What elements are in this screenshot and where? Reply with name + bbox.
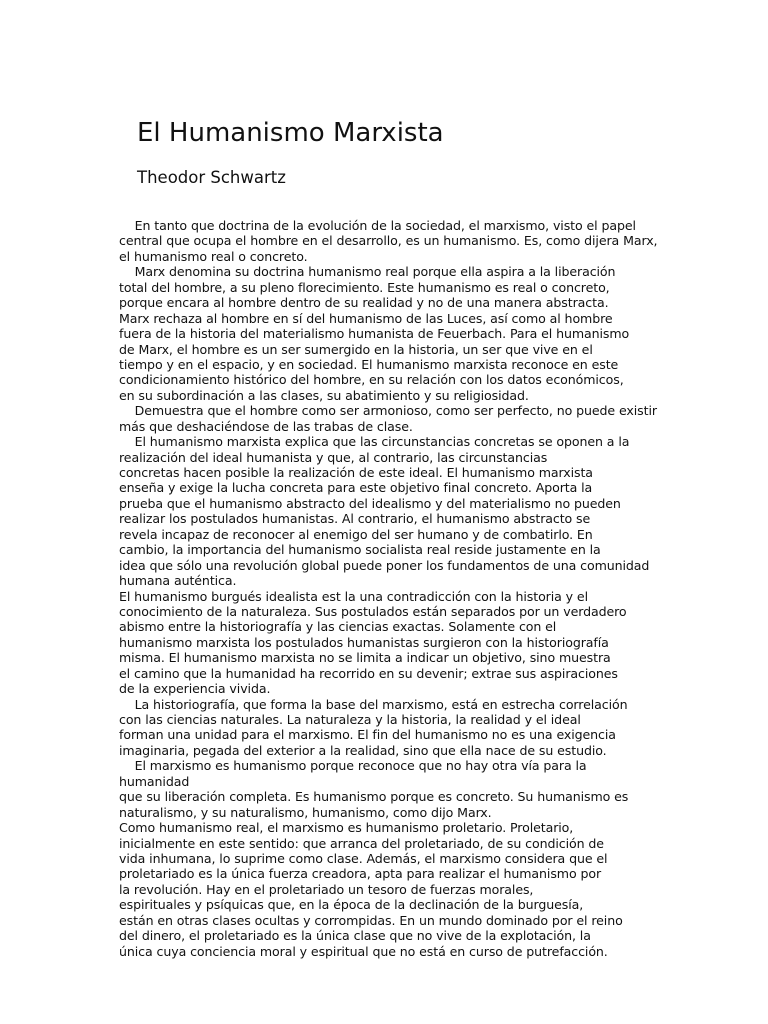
document-body <box>119 218 759 959</box>
text-line: la revolución. Hay en el proletariado un tesoro de fuerzas morales, <box>119 881 534 897</box>
text-line: única cuya conciencia moral y espiritual que no está en curso de putrefacción. <box>119 943 608 959</box>
text-line: Demuestra que el hombre como ser armonioso, como ser perfecto, no puede existir <box>119 403 657 419</box>
text-line: Como humanismo real, el marxismo es humanismo proletario. Proletario, <box>119 820 574 836</box>
text-line: de la experiencia vivida. <box>119 681 271 697</box>
text-line: misma. El humanismo marxista no se limita a indicar un objetivo, sino muestra <box>119 650 611 666</box>
text-line: realización del ideal humanista y que, al contrario, las circunstancias <box>119 449 548 465</box>
text-line: en su subordinación a las clases, su abatimiento y su religiosidad. <box>119 387 529 403</box>
text-line: que su liberación completa. Es humanismo porque es concreto. Su humanismo es <box>119 789 629 805</box>
text-line: conocimiento de la naturaleza. Sus postulados están separados por un verdadero <box>119 603 627 619</box>
text-line: condicionamiento histórico del hombre, en su relación con los datos económicos, <box>119 372 624 388</box>
text-line: fuera de la historia del materialismo humanista de Feuerbach. Para el humanismo <box>119 326 630 342</box>
text-line: central que ocupa el hombre en el desarrollo, es un humanismo. Es, como dijera Marx, <box>119 233 658 249</box>
text-line: realizar los postulados humanistas. Al contrario, el humanismo abstracto se <box>119 511 591 527</box>
text-line: cambio, la importancia del humanismo socialista real reside justamente en la <box>119 542 601 558</box>
text-line: espirituales y psíquicas que, en la época de la declinación de la burguesía, <box>119 897 584 913</box>
text-line: idea que sólo una revolución global puede poner los fundamentos de una comunidad <box>119 557 650 573</box>
text-line: humana auténtica. <box>119 573 237 589</box>
text-line: forman una unidad para el marxismo. El fin del humanismo no es una exigencia <box>119 727 616 743</box>
text-line: Marx denomina su doctrina humanismo real porque ella aspira a la liberación <box>119 264 616 280</box>
text-line: humanismo marxista los postulados humanistas surgieron con la historiografía <box>119 634 609 650</box>
text-line: El humanismo marxista explica que las circunstancias concretas se oponen a la <box>119 434 630 450</box>
text-line: más que deshaciéndose de las trabas de clase. <box>119 418 413 434</box>
text-line: La historiografía, que forma la base del marxismo, está en estrecha correlación <box>119 696 628 712</box>
text-line: proletariado es la única fuerza creadora, apta para realizar el humanismo por <box>119 866 602 882</box>
text-line: Marx rechaza al hombre en sí del humanismo de las Luces, así como al hombre <box>119 310 613 326</box>
text-line: total del hombre, a su pleno florecimiento. Este humanismo es real o concreto, <box>119 279 610 295</box>
text-line: del dinero, el proletariado es la única clase que no vive de la explotación, la <box>119 928 591 944</box>
text-line: porque encara al hombre dentro de su realidad y no de una manera abstracta. <box>119 295 609 311</box>
text-line: vida inhumana, lo suprime como clase. Además, el marxismo considera que el <box>119 850 608 866</box>
text-line: naturalismo, y su naturalismo, humanismo, como dijo Marx. <box>119 804 492 820</box>
text-line: el camino que la humanidad ha recorrido en su devenir; extrae sus aspiraciones <box>119 665 618 681</box>
text-line: concretas hacen posible la realización de este ideal. El humanismo marxista <box>119 465 593 480</box>
text-line: El humanismo burgués idealista est la una contradicción con la historia y el <box>119 588 588 604</box>
text-line: El marxismo es humanismo porque reconoce que no hay otra vía para la <box>119 758 587 774</box>
text-line: abismo entre la historiografía y las ciencias exactas. Solamente con el <box>119 619 557 635</box>
text-line: el humanismo real o concreto. <box>119 248 308 264</box>
text-line: En tanto que doctrina de la evolución de la sociedad, el marxismo, visto el papel <box>119 218 636 233</box>
text-line: tiempo y en el espacio, y en sociedad. El humanismo marxista reconoce en este <box>119 356 619 372</box>
document-title: El Humanismo Marxista <box>137 118 444 148</box>
text-line: humanidad <box>119 773 190 789</box>
text-line: enseña y exige la lucha concreta para este objetivo final concreto. Aporta la <box>119 480 593 496</box>
text-line: de Marx, el hombre es un ser sumergido en la historia, un ser que vive en el <box>119 341 593 357</box>
text-line: revela incapaz de reconocer al enemigo del ser humano y de combatirlo. En <box>119 526 593 542</box>
text-line: están en otras clases ocultas y corrompidas. En un mundo dominado por el reino <box>119 912 623 928</box>
text-line: imaginaria, pegada del exterior a la realidad, sino que ella nace de su estudio. <box>119 742 607 758</box>
text-line: prueba que el humanismo abstracto del idealismo y del materialismo no pueden <box>119 495 621 511</box>
document-author: Theodor Schwartz <box>137 168 286 187</box>
text-line: inicialmente en este sentido: que arranca del proletariado, de su condición de <box>119 835 604 851</box>
text-line: con las ciencias naturales. La naturaleza y la historia, la realidad y el ideal <box>119 712 581 727</box>
